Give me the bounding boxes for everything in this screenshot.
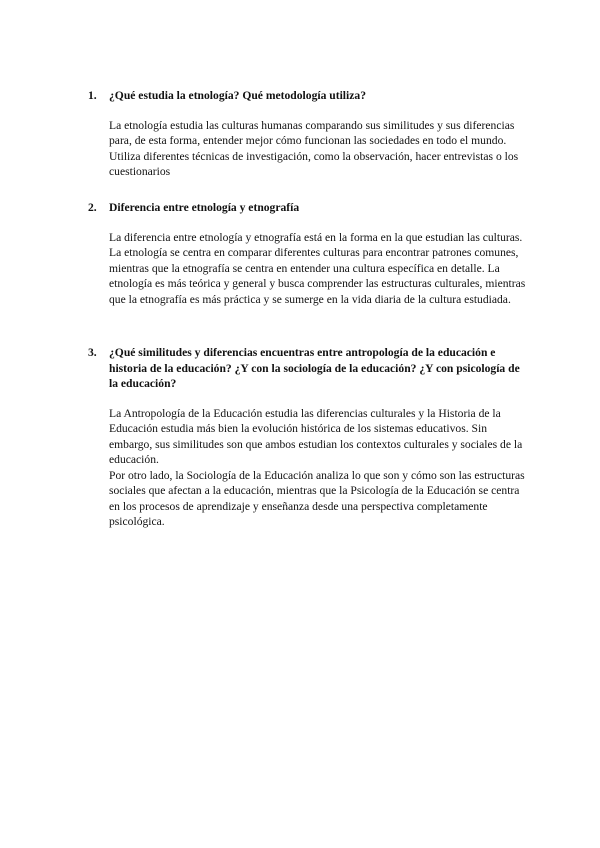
question-3 xyxy=(88,345,528,530)
answer-text xyxy=(109,118,528,180)
question-number: 1. xyxy=(88,89,97,102)
question-heading xyxy=(88,345,528,392)
question-title: ¿Qué similitudes y diferencias encuentras entre antropología de la educación e historia de la educación? ¿Y con la sociología de la educación? ¿Y con psicología de la educación? xyxy=(109,346,520,390)
answer-paragraph: La diferencia entre etnología y etnografía está en la forma en la que estudian las culturas. La etnología se centra en comparar diferentes culturas para encontrar patrones comunes, mientras que la etnografía se centra en entender una cultura específica en detalle. La etnología es más teórica y general y busca comprender las estructuras culturales, mientras que la etnografía es más práctica y se sumerge en la vida diaria de la cultura estudiada. xyxy=(109,230,526,306)
answer-paragraph: La etnología estudia las culturas humanas comparando sus similitudes y sus diferencias para, de esta forma, entender mejor cómo funcionan las sociedades en todo el mundo. Utiliza diferentes técnicas de investigación, como la observación, hacer entrevistas o los cuestionarios xyxy=(109,118,519,178)
answer-text xyxy=(109,406,528,530)
question-title: Diferencia entre etnología y etnografía xyxy=(109,201,300,214)
question-1 xyxy=(88,88,528,180)
answer-text xyxy=(109,230,528,308)
question-2 xyxy=(88,200,528,307)
answer-paragraph: Por otro lado, la Sociología de la Educación analiza lo que son y cómo son las estructuras sociales que afectan a la educación, mientras que la Psicología de la Educación se centra en los procesos de aprendizaje y enseñanza desde una perspectiva completamente psicológica. xyxy=(109,468,525,528)
question-number: 2. xyxy=(88,201,97,214)
answer-paragraph: La Antropología de la Educación estudia las diferencias culturales y la Historia de la Educación estudia más bien la evolución histórica de los sistemas educativos. Sin embargo, sus similitudes son que ambos estudian los contextos culturales y sociales de la educación. xyxy=(109,406,523,466)
question-number: 3. xyxy=(88,346,97,359)
question-title: ¿Qué estudia la etnología? Qué metodología utiliza? xyxy=(109,89,366,102)
question-heading xyxy=(88,88,528,104)
question-heading xyxy=(88,200,528,216)
